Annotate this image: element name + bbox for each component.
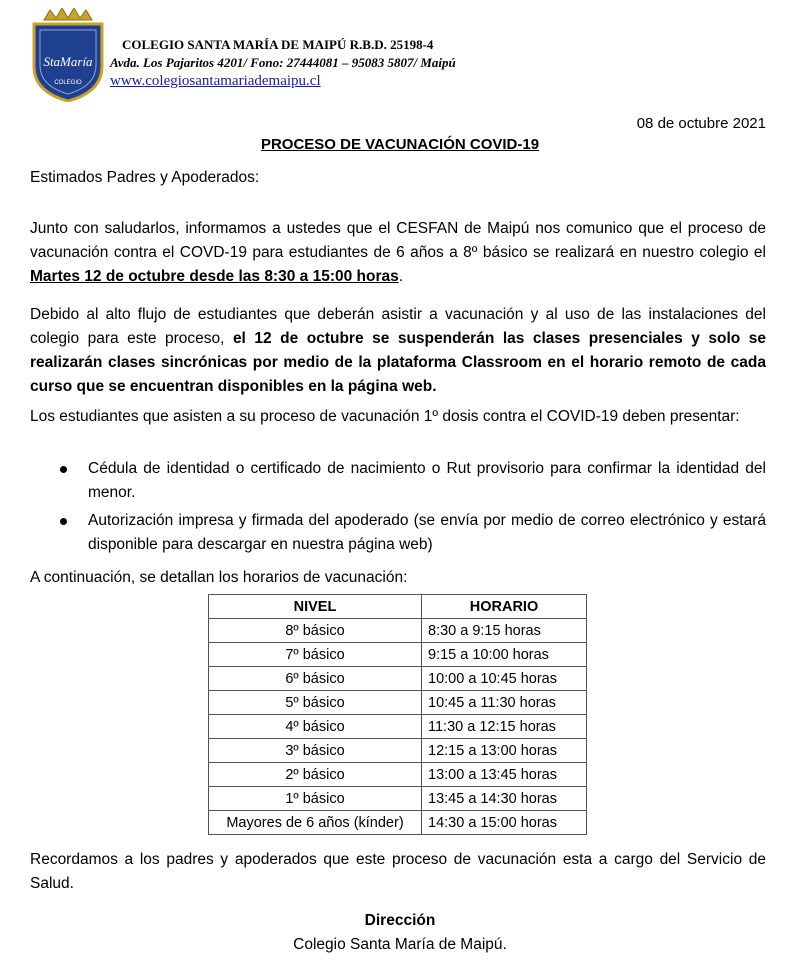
letter-title: PROCESO DE VACUNACIÓN COVID-19 — [260, 136, 540, 153]
table-row — [209, 763, 587, 787]
table-cell-schedule: 10:45 a 11:30 horas — [422, 691, 587, 715]
table-cell-level: 7º básico — [209, 643, 422, 667]
paragraph-requirements: Los estudiantes que asisten a su proceso de vacunación 1º dosis contra el COVID-19 deben presentar: — [30, 408, 740, 425]
table-cell-schedule: 10:00 a 10:45 horas — [422, 667, 587, 691]
table-row — [209, 643, 587, 667]
bullet-icon — [60, 466, 67, 473]
bullet-icon — [60, 518, 67, 525]
requirements-list — [60, 457, 766, 561]
signature-institution: Colegio Santa María de Maipú. — [293, 936, 507, 953]
table-cell-schedule: 14:30 a 15:00 horas — [422, 811, 587, 835]
school-crest-logo — [30, 8, 106, 102]
letter-date: 08 de octubre 2021 — [636, 115, 766, 132]
table-cell-level: 3º básico — [209, 739, 422, 763]
table-cell-level: 1º básico — [209, 787, 422, 811]
table-cell-level: 5º básico — [209, 691, 422, 715]
table-row — [209, 715, 587, 739]
table-cell-schedule: 9:15 a 10:00 horas — [422, 643, 587, 667]
table-cell-level: 2º básico — [209, 763, 422, 787]
list-item: Autorización impresa y firmada del apoderado (se envía por medio de correo electrónico y estará disponible para descargar en nuestra página web) — [60, 509, 766, 557]
school-address: Avda. Los Pajaritos 4201/ Fono: 27444081 – 95083 5807/ Maipú — [110, 55, 456, 70]
table-cell-schedule: 13:00 a 13:45 horas — [422, 763, 587, 787]
table-row — [209, 811, 587, 835]
table-cell-schedule: 13:45 a 14:30 horas — [422, 787, 587, 811]
table-cell-level: 8º básico — [209, 619, 422, 643]
list-item: Cédula de identidad o certificado de nacimiento o Rut provisorio para confirmar la identidad del menor. — [60, 457, 766, 505]
signature-title: Dirección — [364, 912, 436, 929]
logo-text: StaMaría — [43, 54, 93, 69]
school-name: COLEGIO SANTA MARÍA DE MAIPÚ R.B.D. 25198-4 — [122, 37, 434, 52]
school-website-link[interactable]: www.colegiosantamariademaipu.cl — [110, 73, 321, 89]
suspension-notice: el 12 de octubre se suspenderán las clases presenciales y solo se realizarán clases sincrónicas por medio de la plataforma Classroom en el horario remoto de cada curso que se encuentran disponibles en la página web. — [30, 330, 766, 395]
table-row — [209, 619, 587, 643]
vaccination-schedule-table — [208, 594, 587, 835]
table-cell-level: Mayores de 6 años (kínder) — [209, 811, 422, 835]
table-row — [209, 739, 587, 763]
paragraph-schedule-intro: A continuación, se detallan los horarios de vacunación: — [30, 569, 408, 586]
table-row — [209, 691, 587, 715]
vaccination-date-highlight: Martes 12 de octubre desde las 8:30 a 15:00 horas — [30, 268, 399, 285]
column-header-schedule: HORARIO — [422, 595, 587, 619]
table-cell-schedule: 12:15 a 13:00 horas — [422, 739, 587, 763]
paragraph-class-suspension: Debido al alto flujo de estudiantes que deberán asistir a vacunación y al uso de las instalaciones del colegio para este proceso, el 12 de octubre se suspenderán las clases presenciales y solo se realizarán clases sincrónicas por medio de la plataforma Classroom en el horario remoto de cada curso que se encuentran disponibles en la página web. — [30, 306, 766, 395]
column-header-level: NIVEL — [209, 595, 422, 619]
paragraph-announcement: Junto con saludarlos, informamos a ustedes que el CESFAN de Maipú nos comunico que el proceso de vacunación contra el COVD-19 para estudiantes de 6 años a 8º básico se realizará en nuestro colegio el Martes 12 de octubre desde las 8:30 a 15:00 horas. — [30, 220, 766, 285]
table-cell-schedule: 8:30 a 9:15 horas — [422, 619, 587, 643]
table-cell-schedule: 11:30 a 12:15 horas — [422, 715, 587, 739]
table-row — [209, 787, 587, 811]
logo-sub: COLEGIO — [54, 80, 82, 86]
table-header-row — [209, 595, 587, 619]
table-row — [209, 667, 587, 691]
table-cell-level: 4º básico — [209, 715, 422, 739]
table-cell-level: 6º básico — [209, 667, 422, 691]
paragraph-closing: Recordamos a los padres y apoderados que este proceso de vacunación esta a cargo del Servicio de Salud. — [30, 851, 766, 892]
greeting: Estimados Padres y Apoderados: — [30, 169, 260, 186]
